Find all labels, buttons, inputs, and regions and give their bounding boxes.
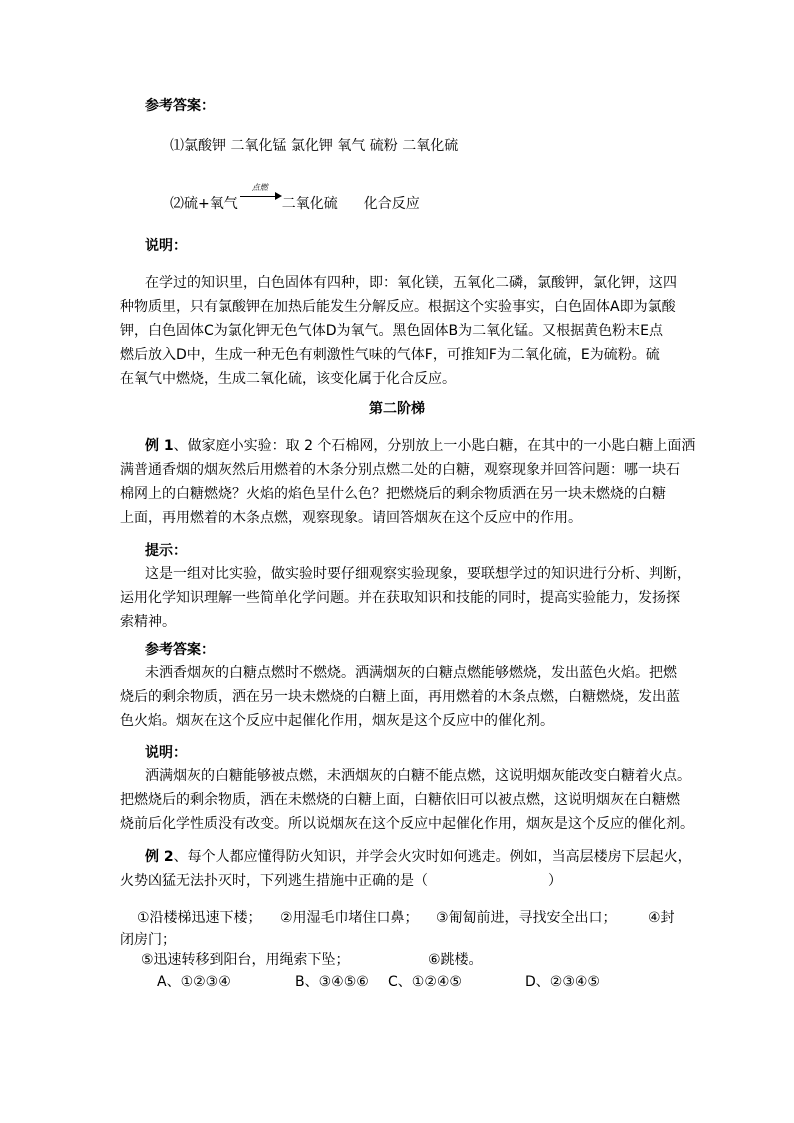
example-1-line: 棉网上的白糖燃烧？火焰的焰色呈什么色？把燃烧后的剩余物质洒在另一块未燃烧的白糖 <box>120 486 666 502</box>
choice-d: D、②③④⑤ <box>525 974 600 990</box>
example-1-line <box>145 434 695 458</box>
option-1: ①沿楼梯迅速下楼； <box>137 910 262 926</box>
equation-reactants: ⑵硫+氧气 <box>170 196 238 212</box>
option-5: ⑤迅速转移到阳台，用绳索下坠； <box>141 952 350 968</box>
explain-line: 把燃烧后的剩余物质，洒在未燃烧的白糖上面，白糖依旧可以被点燃，这说明烟灰在白糖燃 <box>120 792 680 808</box>
hint-line: 这是一组对比实验，做实验时要仔细观察实验现象，要联想学过的知识进行分析、判断， <box>145 566 691 582</box>
answer-blank-close: ） <box>548 873 562 889</box>
hint-heading: 提示： <box>145 543 187 559</box>
answer-line: 未洒香烟灰的白糖点燃时不燃烧。洒满烟灰的白糖点燃能够燃烧，发出蓝色火焰。把燃 <box>145 665 677 681</box>
example-2-line <box>120 869 562 893</box>
equation-product: 二氧化硫 <box>281 196 338 212</box>
choice-b: B、③④⑤⑥ <box>295 974 369 990</box>
example-2-label: 例 2 <box>145 849 174 865</box>
choice-c: C、①②④⑤ <box>388 974 462 990</box>
explain-line: 种物质里，只有氯酸钾在加热后能发生分解反应。根据这个实验事实，白色固体A即为氯酸 <box>120 299 676 315</box>
example-2-line <box>145 845 692 869</box>
explain-heading-1: 说明： <box>145 238 187 254</box>
option-2: ②用湿毛巾堵住口鼻； <box>280 910 419 926</box>
example-1-line: 上面，再用燃着的木条点燃，观察现象。请回答烟灰在这个反应中的作用。 <box>120 510 582 526</box>
option-4: ④封 <box>648 910 675 926</box>
reaction-arrow-icon <box>238 184 282 208</box>
answer-heading-2: 参考答案： <box>145 642 215 658</box>
explain-line: 在学过的知识里，白色固体有四种，即：氧化镁，五氧化二磷，氯酸钾，氯化钾，这四 <box>145 275 677 291</box>
example-1-label: 例 1 <box>145 438 174 454</box>
reaction-type: 化合反应 <box>363 196 420 212</box>
option-3: ③匍匐前进，寻找安全出口； <box>436 910 617 926</box>
answer-line-1: ⑴氯酸钾 二氧化锰 氯化钾 氧气 硫粉 二氧化硫 <box>170 138 459 154</box>
example-2-text: 、每个人都应懂得防火知识，并学会火灾时如何逃走。例如，当高层楼房下层起火， <box>173 849 692 865</box>
example-2-question: 火势凶猛无法扑灭时，下列逃生措施中正确的是（ <box>120 873 428 889</box>
answer-heading-1: 参考答案： <box>145 98 215 114</box>
choice-a: A、①②③④ <box>157 974 231 990</box>
explain-line: 在氧气中燃烧，生成二氧化硫，该变化属于化合反应。 <box>120 371 456 387</box>
option-4-continued: 闭房门； <box>120 932 176 948</box>
answer-line: 烧后的剩余物质，洒在另一块未燃烧的白糖上面，再用燃着的木条点燃，白糖燃烧，发出蓝 <box>120 689 680 705</box>
explain-heading-2: 说明： <box>145 745 187 761</box>
reaction-condition: 点燃 <box>251 183 268 192</box>
example-1-line: 满普通香烟的烟灰然后用燃着的木条分别点燃二处的白糖，观察现象并回答问题：哪一块石 <box>120 462 680 478</box>
explain-line: 洒满烟灰的白糖能够被点燃，未洒烟灰的白糖不能点燃，这说明烟灰能改变白糖着火点。 <box>145 768 691 784</box>
explain-line: 烧前后化学性质没有改变。所以说烟灰在这个反应中起催化作用，烟灰是这个反应的催化剂。 <box>120 816 694 832</box>
option-6: ⑥跳楼。 <box>428 952 483 968</box>
example-1-text: 、做家庭小实验：取 2 个石棉网，分别放上一小匙白糖，在其中的一小匙白糖上面洒 <box>173 438 696 454</box>
section-title: 第二阶梯 <box>369 401 425 417</box>
answer-line: 色火焰。烟灰在这个反应中起催化作用，烟灰是这个反应中的催化剂。 <box>120 713 554 729</box>
explain-line: 钾，白色固体C为氯化钾无色气体D为氧气。黑色固体B为二氧化锰。又根据黄色粉末E点 <box>120 323 664 339</box>
reaction-equation <box>170 184 420 216</box>
hint-line: 运用化学知识理解一些简单化学问题。并在获取知识和技能的同时，提高实验能力，发扬探 <box>120 590 680 606</box>
explain-line: 燃后放入D中，生成一种无色有刺激性气味的气体F，可推知F为二氧化硫，E为硫粉。硫 <box>120 347 660 363</box>
hint-line: 索精神。 <box>120 614 176 630</box>
